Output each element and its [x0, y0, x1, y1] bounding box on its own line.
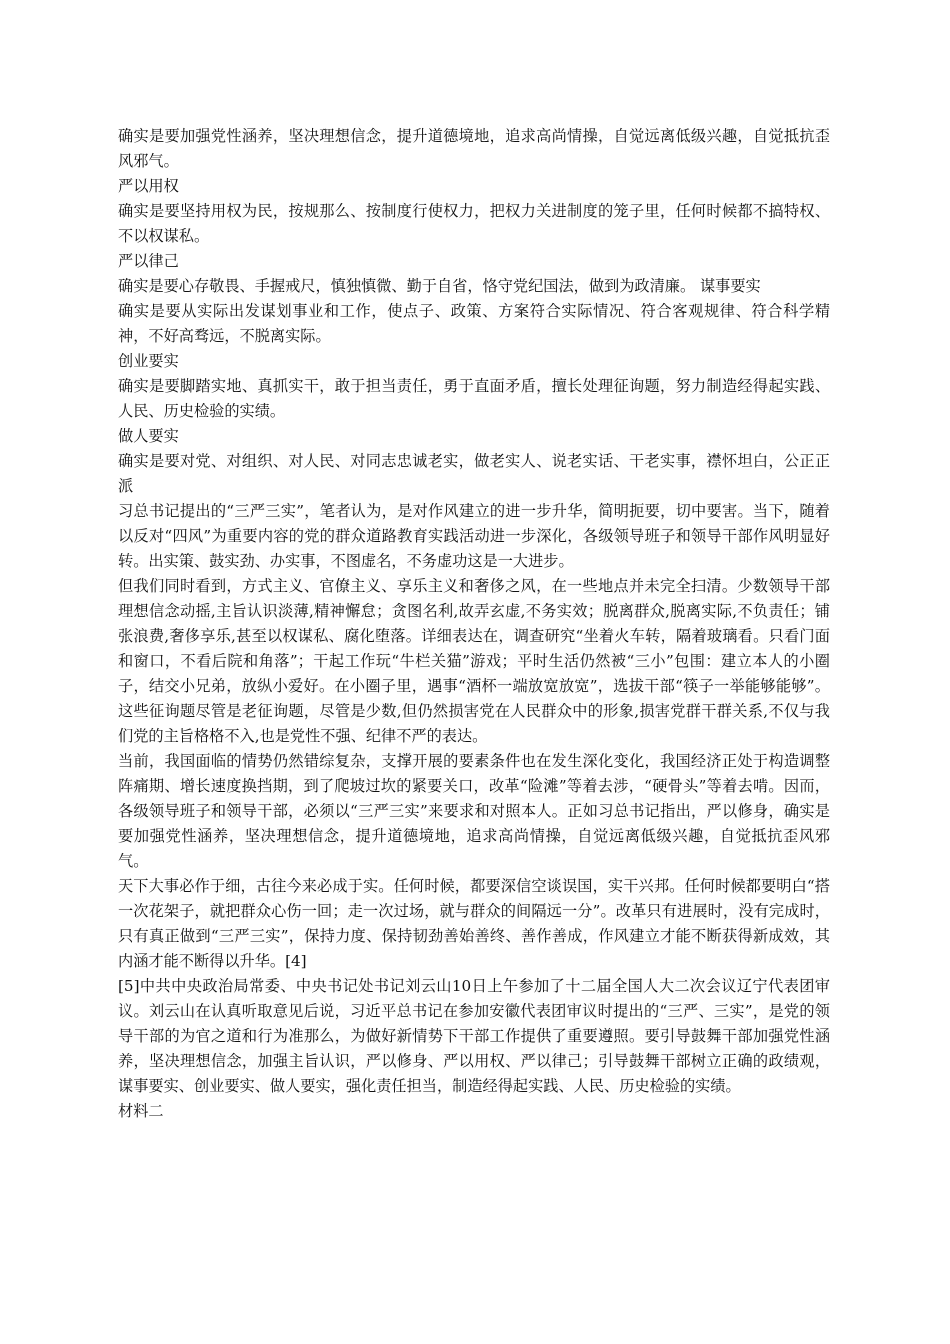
paragraph-7: 习总书记提出的“三严三实”，笔者认为，是对作风建立的进一步升华，简明扼要，切中要害。当下，随着以反对“四风”为重要内容的党的群众道路教育实践活动进一步深化，各级领导班子和领导干部作风明显好转。出实策、鼓实劲、办实事，不图虚名，不务虚功这是一大进步。 [118, 502, 830, 570]
paragraph-8: 但我们同时看到，方式主义、官僚主义、享乐主义和奢侈之风，在一些地点并未完全扫清。少数领导干部理想信念动摇,主旨认识淡薄,精神懈怠；贪图名利,故弄玄虚,不务实效；脱离群众,脱离实际,不负责任；铺张浪费,奢侈享乐,甚至以权谋私、腐化堕落。详细表达在，调查研究“坐着火车转，隔着玻璃看。只看门面和窗口，不看后院和角落”；干起工作玩“牛栏关猫”游戏；平时生活仍然被“三小”包围：建立本人的小圈子，结交小兄弟，放纵小爱好。在小圈子里，遇事“酒杯一端放宽放宽”，选拔干部“筷子一举能够能够”。这些征询题尽管是老征询题，尽管是少数,但仍然损害党在人民群众中的形象,损害党群干群关系,不仅与我们党的主旨格格不入,也是党性不强、纪律不严的表达。 [118, 577, 830, 745]
paragraph-4: 确实是要从实际出发谋划事业和工作，使点子、政策、方案符合实际情况、符合客观规律、符合科学精神，不好高骛远，不脱离实际。 [118, 302, 830, 345]
paragraph-1: 确实是要加强党性涵养，坚决理想信念，提升道德境地，追求高尚情操，自觉远离低级兴趣，自觉抵抗歪风邪气。 [118, 127, 830, 170]
paragraph-5: 确实是要脚踏实地、真抓实干，敢于担当责任，勇于直面矛盾，擅长处理征询题，努力制造经得起实践、人民、历史检验的实绩。 [118, 377, 830, 420]
heading-zuo-ren-yao-shi: 做人要实 [118, 427, 179, 445]
paragraph-10: 天下大事必作于细，古往今来必成于实。任何时候，都要深信空谈误国，实干兴邦。任何时候都要明白“搭一次花架子，就把群众心伤一回；走一次过场，就与群众的间隔远一分”。改革只有进展时，没有完成时，只有真正做到“三严三实”，保持力度、保持韧劲善始善终、善作善成，作风建立才能不断获得新成效，其内涵才能不断得以升华。[4] [118, 877, 830, 970]
paragraph-6: 确实是要对党、对组织、对人民、对同志忠诚老实，做老实人、说老实话、干老实事，襟怀坦白，公正正派 [118, 452, 830, 495]
document-body [118, 124, 830, 1124]
paragraph-9: 当前，我国面临的情势仍然错综复杂，支撑开展的要素条件也在发生深化变化，我国经济正处于构造调整阵痛期、增长速度换挡期，到了爬坡过坎的紧要关口，改革“险滩”等着去涉，“硬骨头”等着去啃。因而，各级领导班子和领导干部，必须以“三严三实”来要求和对照本人。正如习总书记指出，严以修身，确实是要加强党性涵养，坚决理想信念，提升道德境地，追求高尚情操，自觉远离低级兴趣，自觉抵抗歪风邪气。 [118, 752, 830, 870]
paragraph-3: 确实是要心存敬畏、手握戒尺，慎独慎微、勤于自省，恪守党纪国法，做到为政清廉。 谋事要实 [118, 277, 761, 295]
heading-yan-yi-lv-ji: 严以律己 [118, 252, 179, 270]
heading-chuang-ye-yao-shi: 创业要实 [118, 352, 179, 370]
heading-cai-liao-er: 材料二 [118, 1102, 164, 1120]
paragraph-11: [5]中共中央政治局常委、中央书记处书记刘云山10日上午参加了十二届全国人大二次会议辽宁代表团审议。刘云山在认真听取意见后说，习近平总书记在参加安徽代表团审议时提出的“三严、三实”，是党的领导干部的为官之道和行为准那么，为做好新情势下干部工作提供了重要遵照。要引导鼓舞干部加强党性涵养，坚决理想信念，加强主旨认识，严以修身、严以用权、严以律己；引导鼓舞干部树立正确的政绩观，谋事要实、创业要实、做人要实，强化责任担当，制造经得起实践、人民、历史检验的实绩。 [118, 977, 830, 1095]
paragraph-2: 确实是要坚持用权为民，按规那么、按制度行使权力，把权力关进制度的笼子里，任何时候都不搞特权、不以权谋私。 [118, 202, 830, 245]
heading-yan-yi-yong-quan: 严以用权 [118, 177, 179, 195]
